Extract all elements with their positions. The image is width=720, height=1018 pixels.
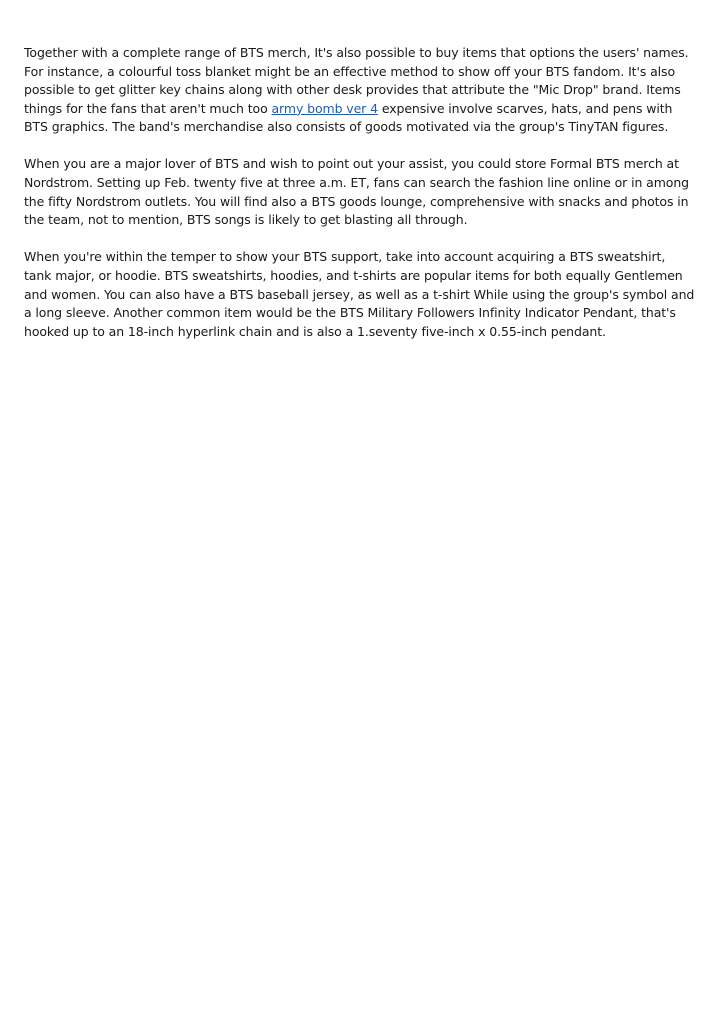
army-bomb-link[interactable]: army bomb ver 4 (271, 100, 378, 116)
paragraph-nordstrom: When you are a major lover of BTS and wish to point out your assist, you could store Formal BTS merch at Nordstrom. Setting up Feb. twenty five at three a.m. ET, fans can search the fashion line online or in among the fifty Nordstrom outlets. You will find also a BTS goods lounge, comprehensive with snacks and photos in the team, not to mention, BTS songs is likely to get blasting all through. (24, 156, 689, 228)
paragraph-1-text-start: Together with a complete range of BTS merch, It's also possible to buy items that options the users' names. For instance, a colourful toss blanket might be an effective method to show off your BTS fandom. It's also possible to get glitter key chains along with other desk provides that attribute the "Mic Drop" brand. Items things for the fans that aren't much too (24, 45, 689, 116)
paragraph-apparel: When you're within the temper to show your BTS support, take into account acquiring a BTS sweatshirt, tank major, or hoodie. BTS sweatshirts, hoodies, and t-shirts are popular items for both equally Gentlemen and women. You can also have a BTS baseball jersey, as well as a t-shirt While using the group's symbol and a long sleeve. Another common item would be the BTS Military Followers Infinity Indicator Pendant, that's hooked up to an 18-inch hyperlink chain and is also a 1.seventy five-inch x 0.55-inch pendant. (24, 249, 695, 339)
paragraph-1-text-end: expensive involve scarves, hats, and pens with BTS graphics. The band's merchandise also consists of goods motivated via the group's TinyTAN figures. (24, 100, 673, 135)
paragraph-merch-items (24, 44, 696, 137)
document-body (24, 44, 696, 360)
